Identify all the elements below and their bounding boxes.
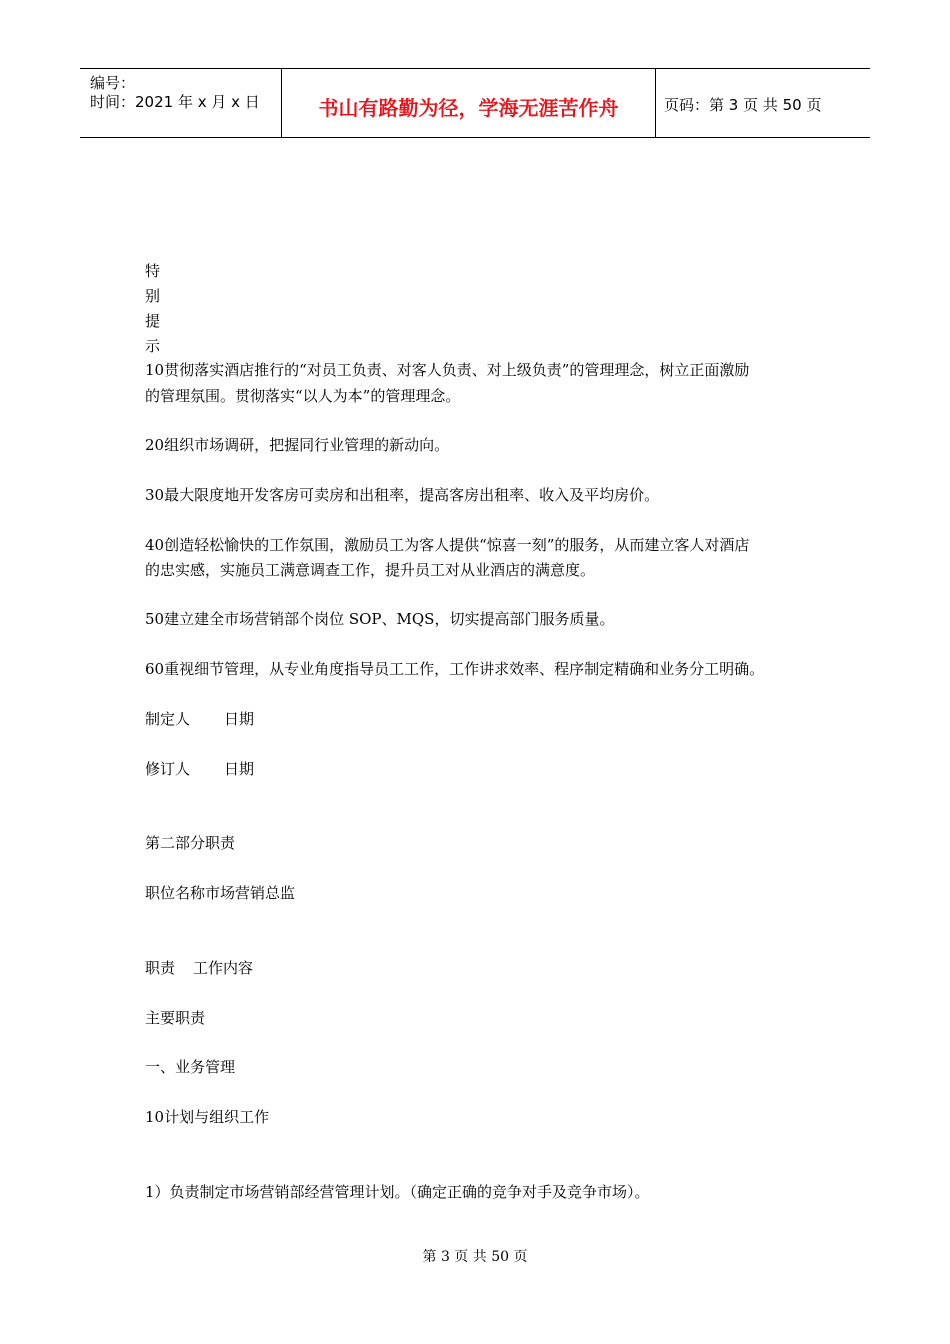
main-duties-heading: 主要职责 [145, 1009, 206, 1027]
reviser-label: 修订人 [145, 760, 191, 778]
maker-date-label: 日期 [224, 710, 255, 728]
page-header [80, 68, 870, 138]
header-page-cell [656, 69, 870, 137]
notice-title-char: 别 [145, 287, 161, 305]
duty-label: 职责 [145, 959, 176, 977]
notice-title-char: 特 [145, 262, 161, 280]
paragraph-4-line-1: 40创造轻松愉快的工作氛围，激励员工为客人提供“惊喜一刻”的服务，从而建立客人对酒店 [145, 536, 750, 554]
maker-label: 制定人 [145, 710, 191, 728]
header-motto: 书山有路勤为径，学海无涯苦作舟 [318, 96, 619, 120]
page-footer: 第 3 页 共 50 页 [422, 1249, 528, 1265]
paragraph-6: 60重视细节管理，从专业角度指导员工工作，工作讲求效率、程序制定精确和业务分工明确。 [145, 660, 765, 678]
header-page-info: 页码：第 3 页 共 50 页 [664, 96, 822, 114]
paragraph-1-line-2: 的管理氛围。贯彻落实“以人为本”的管理理念。 [145, 387, 461, 405]
notice-title-char: 提 [145, 312, 161, 330]
paragraph-1-line-1: 10贯彻落实酒店推行的“对员工负责、对客人负责、对上级负责”的管理理念，树立正面激励 [145, 361, 750, 379]
item-1-text: 1）负责制定市场营销部经营管理计划。（确定正确的竞争对手及竞争市场）。 [145, 1183, 650, 1201]
duty-header-row [145, 958, 253, 978]
work-content-label: 工作内容 [193, 959, 254, 977]
header-motto-cell [281, 69, 656, 137]
paragraph-4-line-2: 的忠实感，实施员工满意调查工作，提升员工对从业酒店的满意度。 [145, 561, 596, 579]
paragraph-5: 50建立建全市场营销部个岗位 SOP、MQS，切实提高部门服务质量。 [145, 610, 615, 628]
notice-title-char: 示 [145, 337, 161, 355]
reviser-date-label: 日期 [224, 760, 255, 778]
maker-row [145, 709, 254, 729]
part-two-heading: 第二部分职责 [145, 834, 236, 852]
paragraph-2: 20组织市场调研，把握同行业管理的新动向。 [145, 436, 450, 454]
section-one-heading: 一、业务管理 [145, 1058, 236, 1076]
document-number-label: 编号： [90, 74, 136, 92]
document-date: 时间：2021 年 x 月 x 日 [90, 93, 260, 111]
header-meta-cell [80, 69, 280, 137]
reviser-row [145, 759, 254, 779]
item-10-heading: 10计划与组织工作 [145, 1108, 270, 1126]
position-name: 职位名称市场营销总监 [145, 884, 296, 902]
paragraph-3: 30最大限度地开发客房可卖房和出租率，提高客房出租率、收入及平均房价。 [145, 486, 660, 504]
